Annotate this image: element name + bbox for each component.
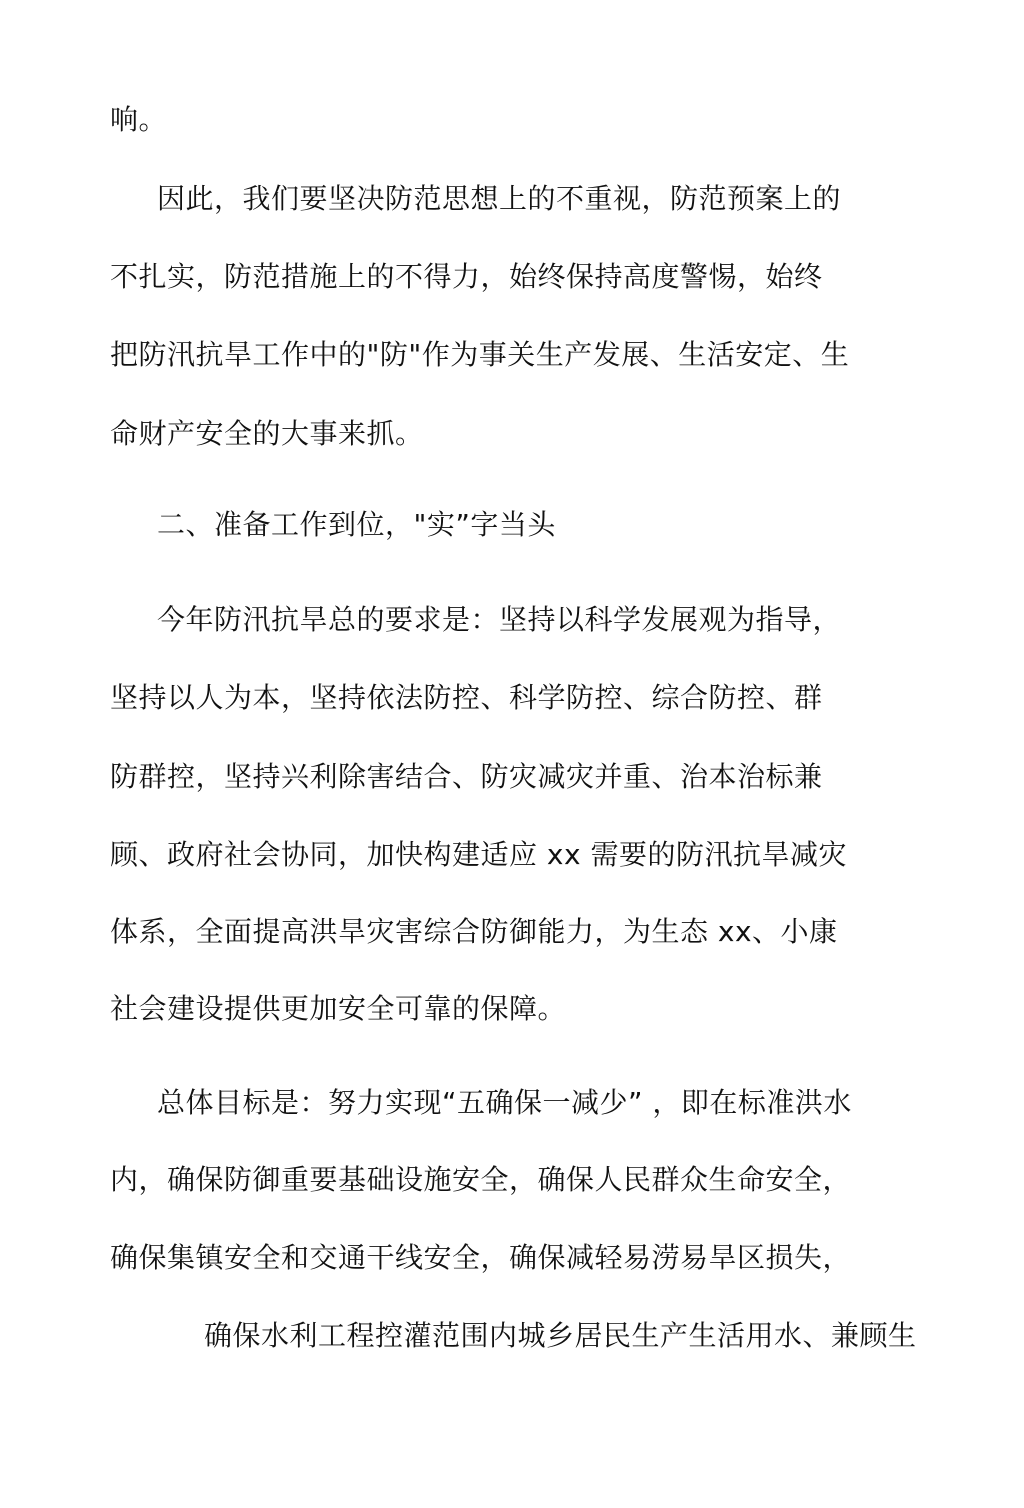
text-line-11: 体系，全面提高洪旱灾害综合防御能力，为生态 xx、小康 [110, 915, 838, 948]
text-line-5: 命财产安全的大事来抓。 [110, 417, 424, 450]
text-line-3: 不扎实，防范措施上的不得力，始终保持高度警惕，始终 [110, 260, 823, 293]
text-line-15: 确保集镇安全和交通干线安全，确保减轻易涝易旱区损失， [110, 1241, 852, 1274]
text-line-4: 把防汛抗旱工作中的"防"作为事关生产发展、生活安定、生 [110, 338, 850, 371]
text-line-8: 坚持以人为本，坚持依法防控、科学防控、综合防控、群 [110, 681, 823, 714]
text-line-10: 顾、政府社会协同，加快构建适应 xx 需要的防汛抗旱减灾 [110, 838, 847, 871]
text-line-9: 防群控，坚持兴利除害结合、防灾减灾并重、治本治标兼 [110, 760, 823, 793]
text-line-7: 今年防汛抗旱总的要求是：坚持以科学发展观为指导， [157, 603, 842, 636]
text-line-16: 确保水利工程控灌范围内城乡居民生产生活用水、兼顾生 [204, 1319, 917, 1352]
text-line-14: 内，确保防御重要基础设施安全，确保人民群众生命安全， [110, 1163, 852, 1196]
text-line-1: 响。 [110, 103, 168, 136]
text-line-13: 总体目标是：努力实现“五确保一减少” ，即在标准洪水 [157, 1086, 852, 1119]
text-line-2: 因此，我们要坚决防范思想上的不重视，防范预案上的 [157, 182, 842, 215]
section-heading: 二、准备工作到位，"实”字当头 [157, 508, 556, 541]
text-line-12: 社会建设提供更加安全可靠的保障。 [110, 992, 567, 1025]
